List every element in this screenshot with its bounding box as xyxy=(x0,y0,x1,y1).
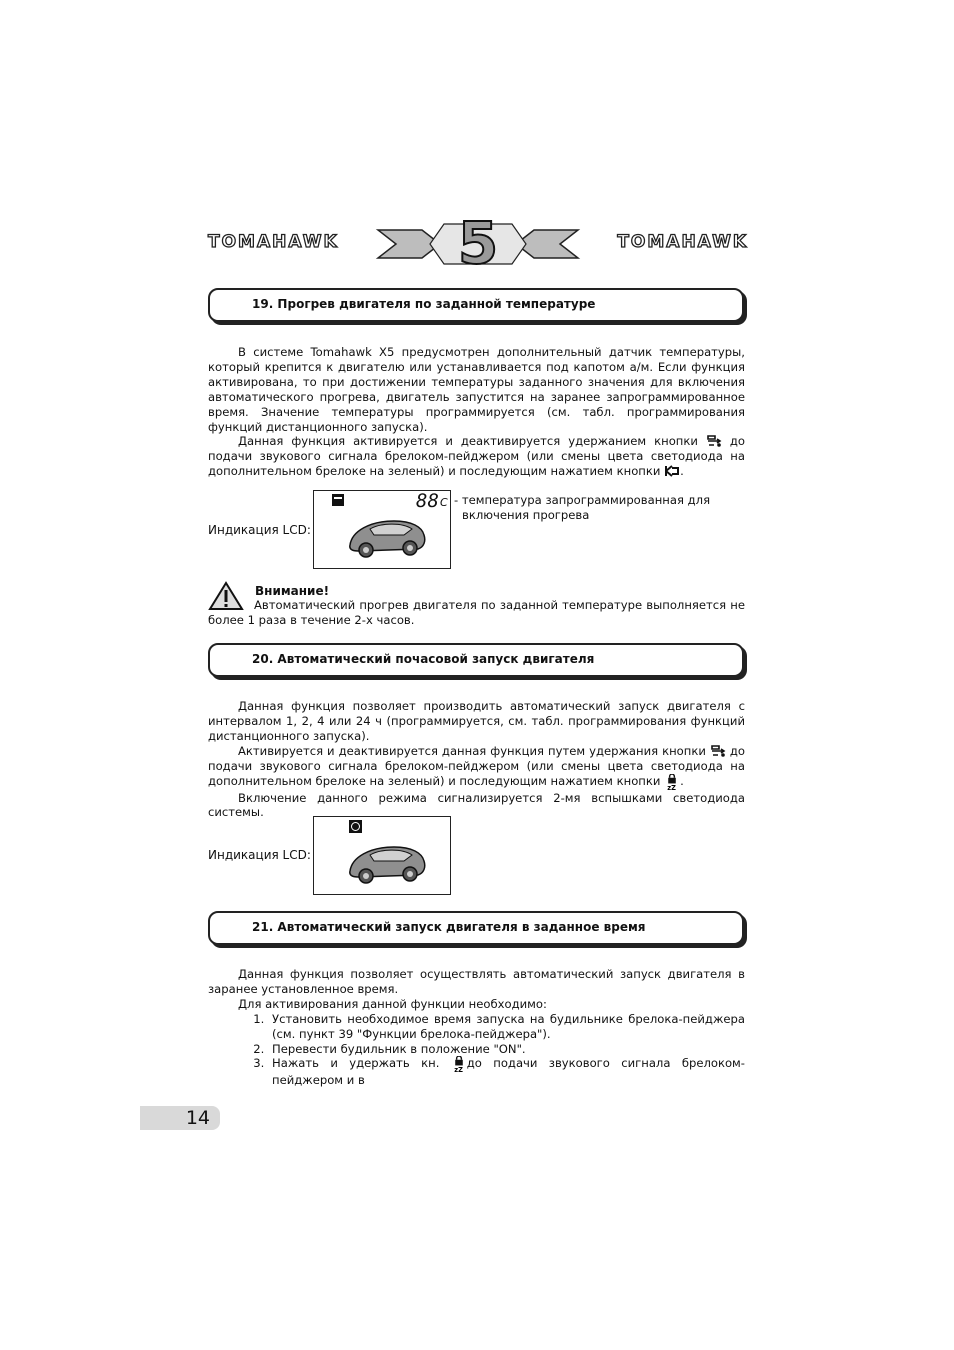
header-logo xyxy=(208,209,748,277)
lcd-note-line-1: - температура запрограммированная для xyxy=(454,493,711,507)
logo-brand-right: TOMAHAWK xyxy=(617,232,748,252)
page-number-tab xyxy=(140,1106,220,1130)
section-20-title: 20. Автоматический почасовой запуск двигателя xyxy=(252,652,595,666)
logo-model-digit: 5 xyxy=(457,209,499,277)
step-1: 1. Установить необходимое время запуска на будильнике брелока-пейджера (см. пункт 39 "Функции брелока-пейджера"). xyxy=(268,1012,745,1042)
section-20-p2-end: . xyxy=(680,773,684,788)
section-19-p2-end: . xyxy=(680,464,684,479)
section-20-body xyxy=(208,699,745,820)
section-19-body xyxy=(208,345,745,479)
section-19-paragraph-2 xyxy=(208,434,745,479)
section-21-title: 21. Автоматический запуск двигателя в заданное время xyxy=(252,920,646,934)
section-20-header xyxy=(208,643,744,677)
step-3-before: Нажать и удержать кн. xyxy=(272,1056,440,1071)
section-21-paragraph-1: Данная функция позволяет осуществлять автоматический запуск двигателя в заранее установленное время. xyxy=(208,967,745,996)
svg-text:zZ: zZ xyxy=(667,783,677,791)
section-20-lcd-display xyxy=(313,816,451,895)
section-21-header xyxy=(208,911,744,945)
section-20-paragraph-1: Данная функция позволяет производить автоматический запуск двигателя с интервалом 1, 2, 4 или 24 ч (программируется, см. табл. программирования функций дистанционного запуска). xyxy=(208,699,745,743)
section-20-lcd-label: Индикация LCD: xyxy=(208,848,311,862)
svg-text:zZ: zZ xyxy=(454,1066,463,1074)
trunk-key-icon xyxy=(710,744,726,758)
section-21-body xyxy=(208,967,745,1088)
section-20-p2-before: Активируется и деактивируется данная функция путем удержания кнопки xyxy=(238,743,706,758)
section-19-lcd-label: Индикация LCD: xyxy=(208,523,311,537)
section-19-lcd-note xyxy=(454,493,710,523)
section-21-steps xyxy=(208,1012,745,1089)
lcd-temperature-digits: 88 xyxy=(416,490,439,512)
lcd-temperature-unit: C xyxy=(440,496,448,509)
section-20-paragraph-3: Включение данного режима сигнализируется 2-мя вспышками светодиода системы. xyxy=(208,790,745,820)
lcd-clock-icon xyxy=(349,820,362,833)
section-19-title: 19. Прогрев двигателя по заданной температуре xyxy=(252,297,596,311)
lcd-car-icon xyxy=(350,521,425,557)
engine-key-icon xyxy=(664,464,680,478)
section-19-p2-after: до подачи звукового сигнала брелоком-пейджером (или смены цвета светодиода на дополнительном брелоке на зеленый) и последующим нажатием кнопки xyxy=(208,434,746,479)
lock-zz-key-icon xyxy=(451,1056,467,1073)
lcd-note-line-2: включения прогрева xyxy=(462,508,590,522)
step-3 xyxy=(268,1056,745,1088)
section-19-paragraph-1: В системе Tomahawk X5 предусмотрен дополнительный датчик температуры, который крепится к двигателю или устанавливается под капотом а/м. Если функция активирована, то при достижении температуры заданного значения для включения автоматического прогрева, двигатель запустится на заранее запрограммированное время. Значение температуры программируется (см. табл. программирования функций дистанционного запуска). xyxy=(208,345,745,434)
warning-title: Внимание! xyxy=(255,584,330,598)
lcd-car-icon xyxy=(350,847,425,883)
section-19-lcd-display xyxy=(313,490,451,569)
trunk-key-icon xyxy=(706,434,722,448)
logo-brand-left: TOMAHAWK xyxy=(208,232,339,252)
section-20-p2-after: до подачи звукового сигнала брелоком-пейджером (или смены цвета светодиода на дополнительном брелоке на зеленый) и последующим нажатием кнопки xyxy=(208,743,745,788)
step-2: 2. Перевести будильник в положение "ON". xyxy=(268,1042,745,1057)
section-21-paragraph-2: Для активирования данной функции необходимо: xyxy=(238,996,547,1011)
step-3-after: до подачи звукового сигнала брелоком-пейджером и в xyxy=(272,1056,745,1088)
warning-text: Автоматический прогрев двигателя по заданной температуре выполняется не более 1 раза в течение 2-х часов. xyxy=(208,598,745,627)
lock-zz-key-icon xyxy=(664,774,680,791)
section-19-header xyxy=(208,288,744,322)
section-20-paragraph-2 xyxy=(208,744,745,791)
lcd-heat-icon xyxy=(332,494,344,506)
page-number: 14 xyxy=(185,1107,210,1129)
section-19-p2-before: Данная функция активируется и деактивируется удержанием кнопки xyxy=(238,434,698,449)
